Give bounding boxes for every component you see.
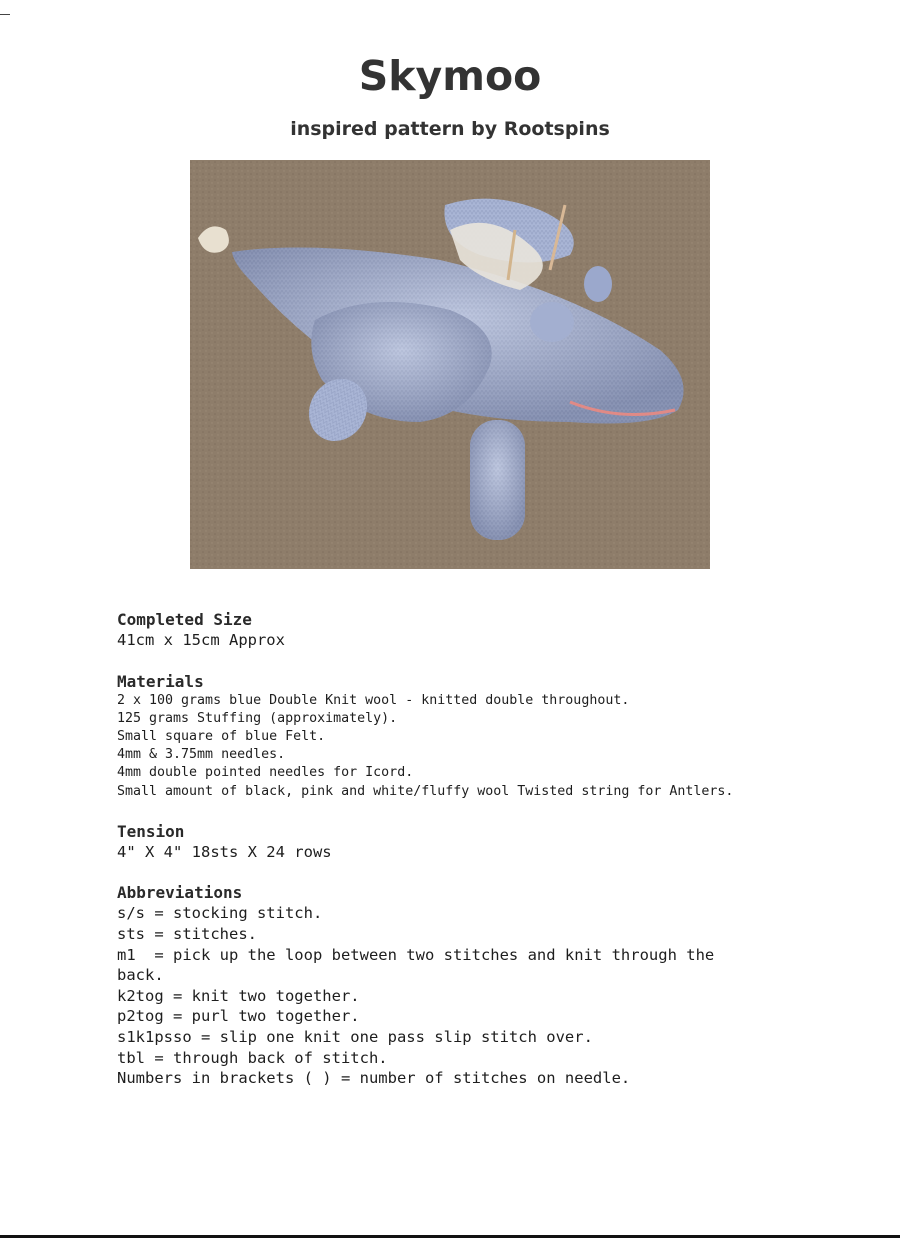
abbreviation-item: k2tog = knit two together. bbox=[117, 986, 360, 1005]
completed-size-heading: Completed Size bbox=[117, 610, 252, 629]
pattern-text bbox=[117, 609, 817, 1089]
page-subtitle: inspired pattern by Rootspins bbox=[290, 118, 610, 140]
completed-size-value: 41cm x 15cm Approx bbox=[117, 631, 285, 649]
page-title: Skymoo bbox=[358, 52, 542, 100]
tension-section bbox=[117, 821, 817, 863]
tension-value: 4" X 4" 18sts X 24 rows bbox=[117, 842, 332, 861]
abbreviation-item: Numbers in brackets ( ) = number of stitches on needle. bbox=[117, 1069, 631, 1088]
materials-heading: Materials bbox=[117, 671, 204, 691]
materials-item: 4mm double pointed needles for Icord. bbox=[117, 765, 414, 781]
materials-item: Small amount of black, pink and white/fluffy wool Twisted string for Antlers. bbox=[117, 783, 734, 799]
abbreviation-item: back. bbox=[117, 966, 164, 985]
abbreviation-item: s1k1psso = slip one knit one pass slip stitch over. bbox=[117, 1027, 593, 1046]
abbreviation-item: tbl = through back of stitch. bbox=[117, 1048, 388, 1067]
materials-item: 125 grams Stuffing (approximately). bbox=[117, 710, 398, 726]
abbreviation-item: sts = stitches. bbox=[117, 925, 257, 943]
materials-section bbox=[117, 671, 817, 801]
abbreviations-heading: Abbreviations bbox=[117, 883, 243, 903]
skymoo-photo bbox=[190, 160, 710, 569]
materials-item: 2 x 100 grams blue Double Knit wool - knitted double throughout. bbox=[117, 692, 630, 708]
materials-item: Small square of blue Felt. bbox=[117, 729, 326, 744]
abbreviation-item: s/s = stocking stitch. bbox=[117, 904, 323, 923]
materials-item: 4mm & 3.75mm needles. bbox=[117, 747, 286, 763]
completed-size-section bbox=[117, 609, 817, 651]
abbreviation-item: m1 = pick up the loop between two stitches and knit through the bbox=[117, 945, 715, 964]
abbreviation-item: p2tog = purl two together. bbox=[117, 1007, 360, 1026]
scan-mark bbox=[0, 14, 10, 15]
tension-heading: Tension bbox=[117, 821, 185, 841]
abbreviations-section bbox=[117, 882, 817, 1088]
